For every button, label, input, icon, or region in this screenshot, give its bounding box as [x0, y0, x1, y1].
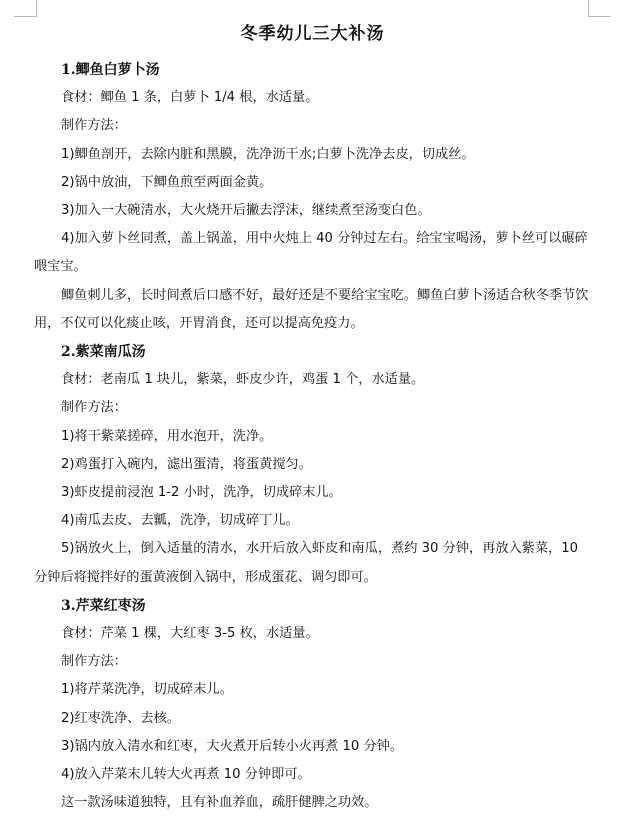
- document-title: 冬季幼儿三大补汤: [240, 24, 385, 44]
- step-line: 2)鸡蛋打入碗内，滤出蛋清，将蛋黄搅匀。: [61, 456, 312, 472]
- note-line: 这一款汤味道独特，且有补血养血，疏肝健脾之功效。: [61, 795, 378, 811]
- section-heading: 1.鲫鱼白萝卜汤: [61, 62, 160, 78]
- method-label: 制作方法：: [61, 118, 127, 134]
- section-heading: 3.芹菜红枣汤: [61, 597, 146, 614]
- ingredients-line: 食材：芹菜 1 棵，大红枣 3-5 枚，水适量。: [61, 626, 319, 642]
- step-line: 4)南瓜去皮、去瓤，洗净，切成碎丁儿。: [61, 513, 299, 529]
- step-paragraph: 4)加入萝卜丝同煮，盖上锅盖，用中火炖上 40 分钟过左右。给宝宝喝汤，萝卜丝可以碾碎喂宝宝。: [34, 231, 588, 275]
- ingredients-line: 食材：老南瓜 1 块儿，紫菜，虾皮少许，鸡蛋 1 个，水适量。: [61, 372, 425, 388]
- method-label: 制作方法：: [61, 654, 127, 670]
- ingredients-line: 食材：鲫鱼 1 条，白萝卜 1/4 根，水适量。: [61, 90, 319, 106]
- page-corner-mark-right: [588, 0, 611, 17]
- step-line: 3)锅内放入清水和红枣，大火煮开后转小火再煮 10 分钟。: [61, 738, 404, 754]
- method-label: 制作方法：: [61, 400, 127, 416]
- page-corner-mark-left: [14, 0, 37, 17]
- step-line: 1)将干紫菜搓碎，用水泡开，洗净。: [61, 428, 273, 444]
- section-heading: 2.紫菜南瓜汤: [61, 344, 146, 361]
- step-line: 1)将芹菜洗净，切成碎末儿。: [61, 682, 233, 698]
- step-line: 1)鲫鱼剖开，去除内脏和黑膜，洗净沥干水;白萝卜洗净去皮，切成丝。: [61, 146, 475, 162]
- step-paragraph: 5)锅放火上，倒入适量的清水，水开后放入虾皮和南瓜，煮约 30 分钟，再放入紫菜，10 分钟后将搅拌好的蛋黄液倒入锅中，形成蛋花、调匀即可。: [34, 541, 579, 585]
- step-line: 3)虾皮提前浸泡 1-2 小时，洗净，切成碎末儿。: [61, 485, 342, 501]
- step-line: 2)红枣洗净、去核。: [61, 710, 181, 726]
- step-line: 2)锅中放油，下鲫鱼煎至两面金黄。: [61, 174, 273, 190]
- note-paragraph: 鲫鱼刺儿多，长时间煮后口感不好，最好还是不要给宝宝吃。鲫鱼白萝卜汤适合秋冬季节饮用，不仅可以化痰止咳，开胃消食，还可以提高免疫力。: [34, 287, 589, 331]
- document-body: [34, 56, 594, 817]
- step-line: 4)放入芹菜末儿转大火再煮 10 分钟即可。: [61, 767, 311, 783]
- step-line: 3)加入一大碗清水，大火烧开后撇去浮沫，继续煮至汤变白色。: [61, 203, 431, 219]
